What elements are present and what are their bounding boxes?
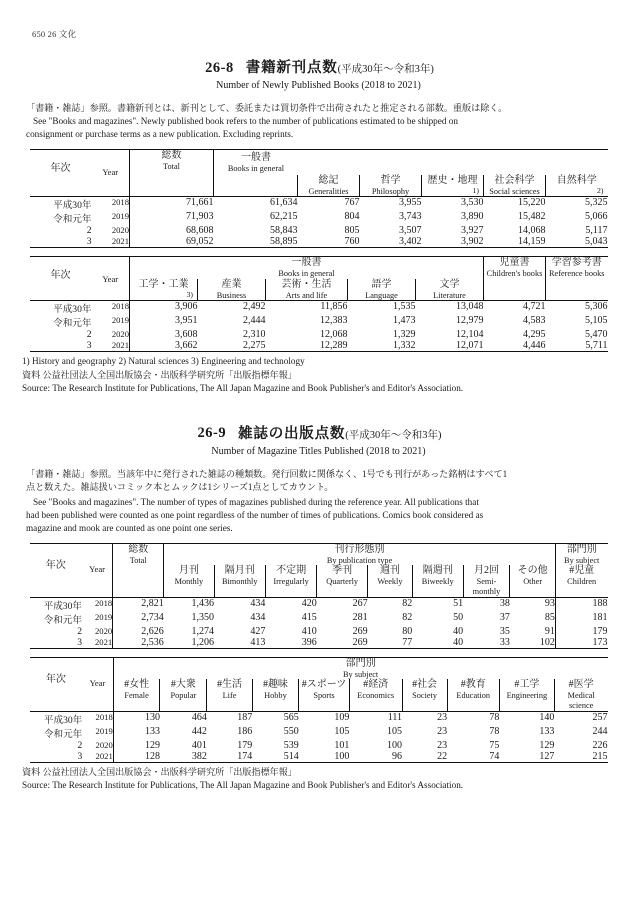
table-26-9-part2-body xyxy=(30,711,608,762)
row-year-en: 2018 xyxy=(92,197,130,212)
cell-value: 1,332 xyxy=(348,340,416,352)
cell-value: 58,895 xyxy=(214,236,298,248)
footnote-marker-1: 1) xyxy=(472,186,479,196)
cell-value: 173 xyxy=(555,637,607,649)
cell-value: 71,903 xyxy=(130,211,214,225)
cell-value: 12,104 xyxy=(456,329,484,341)
col-engineering: #工学 Engineering xyxy=(499,679,554,711)
cell-value: 5,711 xyxy=(546,340,608,352)
col-education: #教育 Education xyxy=(447,679,499,711)
cell-value: 514 xyxy=(252,751,298,763)
cell-value: 767 xyxy=(298,197,360,212)
table-26-8-title-jp: 書籍新刊点数 xyxy=(245,60,338,76)
cell-value: 13,048 xyxy=(416,301,484,316)
cell-value: 69,052 xyxy=(130,236,214,248)
cell-value: 3,927 xyxy=(461,225,484,237)
cell-value: 3,608 xyxy=(130,329,198,340)
cell-value: 442 xyxy=(191,725,207,737)
col-bimonthly: 隔月刊 Bimonthly xyxy=(214,565,265,597)
col-quarterly: 季刊 Quarterly xyxy=(317,565,368,597)
cell-value: 33 xyxy=(463,637,510,649)
cell-value: 23 xyxy=(402,711,447,726)
cell-value: 105 xyxy=(334,725,350,737)
cell-value: 58,843 xyxy=(270,225,298,237)
footnote-marker-2: 2) xyxy=(597,186,604,196)
col-total: 総数 Total xyxy=(130,150,214,197)
cell-value: 71,661 xyxy=(130,197,214,212)
group-books-in-general-label: 一般書 Books in general xyxy=(227,152,285,173)
footnote-marker-3: 3) xyxy=(186,290,193,300)
cell-value: 179 xyxy=(555,626,607,637)
cell-value: 5,066 xyxy=(585,211,608,223)
table-26-8-footnotes: 1) History and geography 2) Natural sciences 3) Engineering and technology xyxy=(22,356,305,367)
row-year-en: 2021 xyxy=(82,637,113,649)
col-year: 年次 xyxy=(30,543,83,597)
cell-value: 22 xyxy=(402,751,447,763)
cell-value: 269 xyxy=(317,637,368,649)
cell-value: 38 xyxy=(463,597,510,612)
table-row xyxy=(30,225,608,236)
cell-value: 37 xyxy=(499,611,510,623)
row-year-jp: 2 xyxy=(77,625,82,637)
table-26-8-title xyxy=(0,56,637,77)
cell-value: 35 xyxy=(499,625,510,637)
row-year-jp: 2 xyxy=(86,329,92,341)
cell-value: 100 xyxy=(387,739,403,751)
table-row xyxy=(30,726,608,740)
cell-value: 15,220 xyxy=(484,197,546,212)
row-year-jp: 平成30年 xyxy=(30,597,83,612)
cell-value: 5,306 xyxy=(546,301,608,316)
cell-value: 805 xyxy=(344,225,360,237)
col-year xyxy=(30,150,92,197)
col-natural-science: 自然科学 2) xyxy=(546,175,608,197)
row-year-en: 2020 xyxy=(95,625,113,636)
cell-value: 3,955 xyxy=(360,197,422,212)
row-year-en: 2019 xyxy=(95,725,113,736)
cell-value: 410 xyxy=(301,625,317,637)
cell-value: 91 xyxy=(544,625,555,637)
cell-value: 5,117 xyxy=(585,225,608,237)
cell-value: 413 xyxy=(214,637,265,649)
note-en-line1: See "Books and magazines". Newly published book refers to the number of publications estimated to be shipped on xyxy=(33,116,458,127)
col-year: 年次 xyxy=(30,257,92,301)
col-childrens-books: 児童書 Children's books xyxy=(484,257,546,301)
col-semimonthly: 月2回 Semi- monthly xyxy=(463,565,510,597)
table-row xyxy=(30,612,608,626)
cell-value: 78 xyxy=(489,725,500,737)
cell-value: 2,821 xyxy=(113,597,164,612)
cell-value: 3,402 xyxy=(360,236,422,248)
table-26-9-source-jp: 資料 公益社団法人全国出版協会・出版科学研究所「出版指標年報」 xyxy=(22,766,297,777)
cell-value: 111 xyxy=(349,711,402,726)
cell-value: 129 xyxy=(539,739,555,751)
cell-value: 434 xyxy=(250,611,266,623)
table-26-8-number: 26-8 xyxy=(205,60,234,76)
row-year-jp: 令和元年 xyxy=(53,214,92,226)
table-26-9-part1-body xyxy=(30,597,608,648)
table-26-9-number: 26-9 xyxy=(197,425,227,442)
col-literature: 文学 Literature xyxy=(416,279,484,301)
cell-value: 179 xyxy=(237,739,253,751)
cell-value: 130 xyxy=(113,711,160,726)
cell-value: 401 xyxy=(191,739,207,751)
note-en-line3: magazine and mook are counted as one point one series. xyxy=(26,522,233,533)
cell-value: 62,215 xyxy=(270,211,298,223)
col-history-geography: 歴史・地理 1) xyxy=(422,175,484,197)
cell-value: 2,310 xyxy=(243,329,266,341)
note-jp-line1: 「書籍・雑誌」参照。当該年中に発行された雑誌の種類数。発行回数に関係なく、1号でも刊行があった銘柄はすべて1 xyxy=(26,468,508,479)
cell-value: 77 xyxy=(368,637,413,649)
col-year-en: Year xyxy=(92,150,130,197)
cell-value: 3,662 xyxy=(130,340,198,352)
table-26-9-title-en: Number of Magazine Titles Published (2018 to 2021) xyxy=(211,445,426,457)
table-row xyxy=(30,329,608,340)
header-row-1 xyxy=(30,150,608,175)
table-row xyxy=(30,637,608,649)
note-en-line1: See "Books and magazines". The number of types of magazines published during the reference year. All publications that xyxy=(33,496,479,507)
cell-value: 760 xyxy=(298,236,360,248)
col-children: #児童 Children xyxy=(555,565,607,597)
header-row-2 xyxy=(30,679,608,711)
cell-value: 40 xyxy=(453,625,464,637)
cell-value: 12,383 xyxy=(320,315,348,327)
row-year-en: 2019 xyxy=(95,611,113,622)
cell-value: 105 xyxy=(387,725,403,737)
table-26-8-source-jp: 資料 公益社団法人全国出版協会・出版科学研究所「出版指標年報」 xyxy=(22,369,297,380)
cell-value: 93 xyxy=(510,597,555,612)
row-year-jp: 令和元年 xyxy=(43,614,82,626)
cell-value: 5,470 xyxy=(585,329,608,341)
cell-value: 464 xyxy=(160,711,207,726)
cell-value: 2,734 xyxy=(113,612,164,626)
cell-value: 269 xyxy=(352,625,368,637)
cell-value: 804 xyxy=(344,211,360,223)
row-year-jp: 2 xyxy=(86,225,92,237)
table-26-9-note xyxy=(26,468,611,535)
row-year-jp: 令和元年 xyxy=(43,728,83,740)
table-26-9-source xyxy=(22,766,615,793)
row-year-en: 2018 xyxy=(82,597,113,612)
cell-value: 226 xyxy=(592,739,608,751)
cell-value: 51 xyxy=(412,597,463,612)
cell-value: 174 xyxy=(207,751,252,763)
col-total: 総数 Total xyxy=(113,543,164,597)
col-life: #生活 Life xyxy=(207,679,252,711)
row-year-en: 2021 xyxy=(92,236,130,248)
cell-value: 23 xyxy=(437,739,448,751)
cell-value: 550 xyxy=(283,725,299,737)
cell-value: 80 xyxy=(402,625,413,637)
row-year-jp: 2 xyxy=(77,739,83,751)
group-by-publication-type: 刊行形態別 By publication type xyxy=(164,543,556,565)
table-row xyxy=(30,597,608,612)
cell-value: 15,482 xyxy=(518,211,546,223)
table-26-9-part1 xyxy=(30,543,608,649)
table-26-8-footnotes-source xyxy=(22,355,615,395)
table-row xyxy=(30,740,608,751)
table-row xyxy=(30,211,608,225)
cell-value: 128 xyxy=(113,751,160,763)
cell-value: 102 xyxy=(510,637,555,649)
cell-value: 2,626 xyxy=(113,626,164,637)
col-hobby: #趣味 Hobby xyxy=(252,679,298,711)
table-row xyxy=(30,340,608,352)
row-year-en: 2020 xyxy=(111,225,129,236)
row-year-en: 2021 xyxy=(92,340,130,352)
table-row xyxy=(30,315,608,329)
cell-value: 257 xyxy=(554,711,607,726)
cell-value: 78 xyxy=(447,711,499,726)
table-26-8-part2 xyxy=(30,256,608,352)
cell-value: 396 xyxy=(265,637,316,649)
row-year-jp: 平成30年 xyxy=(30,197,92,212)
note-jp: 「書籍・雑誌」参照。書籍新刊とは、新刊として、委託または買切条件で出荷されたと推定される部数。重版は除く。 xyxy=(26,103,508,113)
cell-value: 5,105 xyxy=(585,315,608,327)
cell-value: 2,536 xyxy=(113,637,164,649)
cell-value: 3,507 xyxy=(399,225,422,237)
cell-value: 4,583 xyxy=(523,315,546,327)
page-folio: 650 26 文化 xyxy=(32,29,77,39)
cell-value: 4,446 xyxy=(484,340,546,352)
cell-value: 415 xyxy=(301,611,317,623)
cell-value: 2,275 xyxy=(198,340,266,352)
col-popular: #大衆 Popular xyxy=(160,679,207,711)
col-female: #女性 Female xyxy=(113,679,160,711)
note-jp-line2: 点と数えた。雑誌扱いコミック本とムックは1シリーズ1点としてカウント。 xyxy=(26,481,334,492)
cell-value: 427 xyxy=(250,625,266,637)
cell-value: 14,068 xyxy=(518,225,546,237)
row-year-jp: 平成30年 xyxy=(30,301,92,316)
col-irregularly: 不定期 Irregularly xyxy=(265,565,316,597)
cell-value: 565 xyxy=(252,711,298,726)
cell-value: 4,295 xyxy=(523,329,546,341)
cell-value: 244 xyxy=(592,725,608,737)
table-row xyxy=(30,626,608,637)
col-other: その他 Other xyxy=(510,565,555,597)
cell-value: 188 xyxy=(555,597,607,612)
col-medical-science: #医学 Medical science xyxy=(554,679,607,711)
table-26-8-note xyxy=(26,102,611,141)
col-arts-and-life: 芸術・生活 Arts and life xyxy=(266,279,348,301)
cell-value: 267 xyxy=(317,597,368,612)
col-social-sciences: 社会科学 Social sciences xyxy=(484,175,546,197)
cell-value: 82 xyxy=(402,611,413,623)
cell-value: 14,159 xyxy=(484,236,546,248)
table-26-8-title-en: Number of Newly Published Books (2018 to 2021) xyxy=(216,80,421,91)
col-business: 産業 Business xyxy=(198,279,266,301)
cell-value: 3,530 xyxy=(422,197,484,212)
col-philosophy: 哲学 Philosophy xyxy=(360,175,422,197)
cell-value: 187 xyxy=(207,711,252,726)
cell-value: 186 xyxy=(237,725,253,737)
cell-value: 1,274 xyxy=(191,625,215,637)
cell-value: 1,329 xyxy=(393,329,416,341)
group-by-subject: 部門別 By subject xyxy=(555,543,607,565)
table-26-8-part2-body xyxy=(30,301,608,352)
row-year-jp: 3 xyxy=(30,236,92,248)
cell-value: 96 xyxy=(349,751,402,763)
col-weekly: 週刊 Weekly xyxy=(368,565,413,597)
row-year-jp: 平成30年 xyxy=(30,711,83,726)
table-26-8-part1 xyxy=(30,149,608,248)
cell-value: 3,890 xyxy=(461,211,484,223)
note-en-line2: consignment or purchase terms as a new publication. Excluding reprints. xyxy=(26,129,294,140)
col-reference-books: 学習参考書 Reference books xyxy=(546,257,608,301)
table-row xyxy=(30,236,608,248)
table-26-8-source-en: Source: The Research Institute for Publications, The All Japan Magazine and Book Publisher's and Editor's Association. xyxy=(22,383,464,394)
cell-value: 3,906 xyxy=(130,301,198,316)
cell-value: 68,608 xyxy=(130,225,214,236)
cell-value: 12,979 xyxy=(456,315,484,327)
table-26-9-source-en: Source: The Research Institute for Publications, The All Japan Magazine and Book Publisher's and Editor's Association. xyxy=(22,780,464,791)
col-books-in-general-total xyxy=(214,175,298,197)
cell-value: 5,325 xyxy=(546,197,608,212)
cell-value: 74 xyxy=(447,751,499,763)
table-row xyxy=(30,751,608,763)
table-26-8-part1-body xyxy=(30,197,608,248)
cell-value: 281 xyxy=(352,611,368,623)
group-books-in-general: 一般書 Books in general xyxy=(130,257,484,279)
cell-value: 12,289 xyxy=(266,340,348,352)
table-row xyxy=(30,197,608,212)
row-year-jp: 3 xyxy=(30,751,83,763)
group-books-in-general xyxy=(214,150,608,175)
cell-value: 1,206 xyxy=(164,637,214,649)
col-engineering: 工学・工業 3) xyxy=(130,279,198,301)
cell-value: 5,043 xyxy=(546,236,608,248)
col-sports: #スポーツ Sports xyxy=(299,679,350,711)
col-year: 年次 xyxy=(30,657,83,711)
cell-value: 12,068 xyxy=(320,329,348,341)
note-en-line2: had been published were counted as one point regardless of the number of times of publications. Comics book considered as xyxy=(26,509,484,520)
header-row-1 xyxy=(30,657,608,679)
cell-value: 75 xyxy=(489,739,500,751)
cell-value: 434 xyxy=(214,597,265,612)
cell-value: 23 xyxy=(437,725,448,737)
cell-value: 50 xyxy=(453,611,464,623)
table-26-8-title-period: (平成30年～令和3年) xyxy=(337,64,434,75)
cell-value: 127 xyxy=(499,751,554,763)
row-year-en: 2018 xyxy=(82,711,113,726)
cell-value: 1,350 xyxy=(191,611,215,623)
cell-value: 1,535 xyxy=(348,301,416,316)
col-year-en: Year xyxy=(82,657,113,711)
cell-value: 382 xyxy=(160,751,207,763)
header-row-1 xyxy=(30,543,608,565)
cell-value: 181 xyxy=(555,612,607,626)
col-language: 語学 Language xyxy=(348,279,416,301)
cell-value: 82 xyxy=(368,597,413,612)
cell-value: 2,492 xyxy=(198,301,266,316)
header-row-1 xyxy=(30,257,608,279)
col-year-en: Year xyxy=(82,543,113,597)
cell-value: 100 xyxy=(299,751,350,763)
cell-value: 2,444 xyxy=(243,315,266,327)
table-26-9-title-period: (平成30年～令和3年) xyxy=(345,429,442,441)
row-year-en: 2019 xyxy=(111,211,129,222)
col-economics: #経済 Economics xyxy=(349,679,402,711)
cell-value: 3,951 xyxy=(130,315,198,329)
cell-value: 11,856 xyxy=(266,301,348,316)
cell-value: 1,436 xyxy=(164,597,214,612)
row-year-en: 2021 xyxy=(82,751,113,763)
cell-value: 4,721 xyxy=(484,301,546,316)
row-year-en: 2020 xyxy=(111,329,129,340)
col-generalities: 総記 Generalities xyxy=(298,175,360,197)
table-26-9-title-jp: 雑誌の出版点数 xyxy=(238,425,346,442)
row-year-en: 2019 xyxy=(111,315,129,326)
cell-value: 420 xyxy=(265,597,316,612)
cell-value: 61,634 xyxy=(214,197,298,212)
table-26-9-part2 xyxy=(30,657,608,763)
col-monthly: 月刊 Monthly xyxy=(164,565,214,597)
table-row xyxy=(30,711,608,726)
col-biweekly: 隔週刊 Biweekly xyxy=(412,565,463,597)
row-year-en: 2020 xyxy=(95,739,113,750)
cell-value: 133 xyxy=(113,726,160,740)
col-society: #社会 Society xyxy=(402,679,447,711)
row-year-jp: 3 xyxy=(30,340,92,352)
cell-value: 1,473 xyxy=(393,315,416,327)
table-row xyxy=(30,301,608,316)
cell-value: 12,071 xyxy=(416,340,484,352)
cell-value: 40 xyxy=(412,637,463,649)
cell-value: 109 xyxy=(299,711,350,726)
group-by-subject: 部門別 By subject xyxy=(113,657,607,679)
cell-value: 215 xyxy=(554,751,607,763)
cell-value: 3,743 xyxy=(399,211,422,223)
row-year-en: 2018 xyxy=(92,301,130,316)
table-26-9-title xyxy=(0,422,637,443)
row-year-jp: 3 xyxy=(30,637,83,649)
cell-value: 140 xyxy=(499,711,554,726)
cell-value: 85 xyxy=(544,611,555,623)
cell-value: 133 xyxy=(539,725,555,737)
row-year-jp: 令和元年 xyxy=(53,318,92,330)
cell-value: 3,902 xyxy=(422,236,484,248)
cell-value: 129 xyxy=(113,740,160,751)
col-year-jp: 年次 xyxy=(50,163,71,175)
cell-value: 539 xyxy=(283,739,299,751)
col-year-en: Year xyxy=(92,257,130,301)
cell-value: 101 xyxy=(334,739,350,751)
